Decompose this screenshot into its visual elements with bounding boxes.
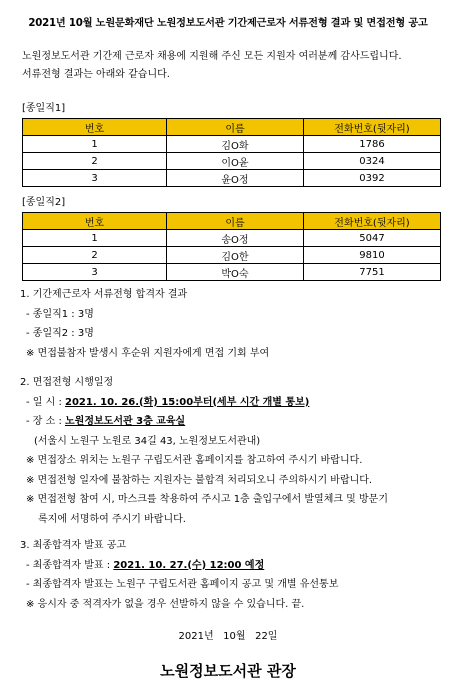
table-header-row	[23, 119, 441, 136]
cell-phone: 5047	[304, 230, 441, 247]
cell-phone: 1786	[304, 136, 441, 153]
table-row	[23, 170, 441, 187]
intro-paragraph	[22, 48, 402, 84]
cell-phone: 9810	[304, 247, 441, 264]
list-item: - 종일직2 : 3명	[26, 328, 94, 339]
table-row	[23, 264, 441, 281]
list-item: - 종일직1 : 3명	[26, 308, 94, 320]
cell-name: 김O화	[167, 136, 304, 153]
cell-number: 2	[23, 153, 167, 170]
table-header-row	[23, 213, 441, 230]
cell-phone: 7751	[304, 264, 441, 281]
section-1	[20, 285, 269, 363]
header-number: 번호	[23, 119, 167, 136]
section-heading: 2. 면접전형 시행일정	[20, 377, 114, 388]
cell-number: 1	[23, 230, 167, 247]
header-name: 이름	[167, 119, 304, 136]
final-announcement	[20, 556, 338, 576]
note: ※ 면접전형 일자에 불참하는 지원자는 불합격 처리되오니 주의하시기 바랍니다.	[26, 474, 373, 486]
interview-place-label: - 장 소 :	[26, 416, 66, 427]
notice-title: 2021년 10월 노원문화재단 노원정보도서관 기간제근로자 서류전형 결과 및 면접전형 공고	[28, 18, 428, 29]
section-heading: 1. 기간제근로자 서류전형 합격자 결과	[20, 289, 188, 300]
cell-name: 윤O정	[167, 170, 304, 187]
cell-number: 1	[23, 136, 167, 153]
note: ※ 면접전형 참여 시, 마스크를 착용하여 주시고 1층 출입구에서 발열체크 및 방문기	[26, 494, 389, 505]
table-row	[23, 230, 441, 247]
cell-number: 3	[23, 264, 167, 281]
table2-label: [종일직2]	[22, 197, 66, 208]
note: ※ 면접장소 위치는 노원구 구립도서관 홈페이지를 참고하여 주시기 바랍니다.	[26, 455, 363, 466]
table-row	[23, 136, 441, 153]
intro-line: 서류전형 결과는 아래와 같습니다.	[22, 69, 170, 80]
cell-name: 박O숙	[167, 264, 304, 281]
interview-place	[20, 412, 388, 432]
cell-number: 3	[23, 170, 167, 187]
interview-date	[20, 393, 388, 413]
section-3	[20, 536, 338, 614]
interview-address: (서울시 노원구 노원로 34길 43, 노원정보도서관내)	[34, 435, 261, 447]
cell-number: 2	[23, 247, 167, 264]
interview-date-label: - 일 시 :	[26, 396, 66, 408]
cell-name: 김O한	[167, 247, 304, 264]
note: ※ 면접불참자 발생시 후순위 지원자에게 면접 기회 부여	[26, 347, 270, 359]
header-phone: 전화번호(뒷자리)	[304, 213, 441, 230]
section-heading: 3. 최종합격자 발표 공고	[20, 540, 127, 551]
signature: 노원정보도서관 관장	[160, 662, 296, 680]
header-phone: 전화번호(뒷자리)	[304, 119, 441, 136]
cell-phone: 0324	[304, 153, 441, 170]
intro-line: 노원정보도서관 기간제 근로자 채용에 지원해 주신 모든 지원자 여러분께 감사드립니다.	[22, 51, 402, 62]
cell-phone: 0392	[304, 170, 441, 187]
applicant-table-2	[22, 212, 441, 281]
cell-name: 송O정	[167, 230, 304, 247]
list-item: - 최종합격자 발표는 노원구 구립도서관 홈페이지 공고 및 개별 유선통보	[26, 579, 339, 590]
table1-label: [종일직1]	[22, 103, 66, 114]
final-announcement-label: - 최종합격자 발표 :	[26, 559, 114, 571]
header-name: 이름	[167, 213, 304, 230]
applicant-table-1	[22, 118, 441, 187]
interview-place-value: 노원정보도서관 3층 교육실	[65, 416, 186, 427]
header-number: 번호	[23, 213, 167, 230]
interview-date-value: 2021. 10. 26.(화) 15:00부터(세부 시간 개별 통보)	[65, 396, 310, 408]
note: ※ 응시자 중 적격자가 없을 경우 선발하지 않을 수 있습니다. 끝.	[26, 598, 305, 610]
final-announcement-value: 2021. 10. 27.(수) 12:00 예정	[113, 559, 265, 571]
section-2	[20, 373, 388, 529]
table-row	[23, 247, 441, 264]
table-row	[23, 153, 441, 170]
issue-date: 2021년 10월 22일	[178, 631, 278, 642]
cell-name: 이O윤	[167, 153, 304, 170]
note-continued: 록지에 서명하여 주시기 바랍니다.	[38, 513, 186, 525]
